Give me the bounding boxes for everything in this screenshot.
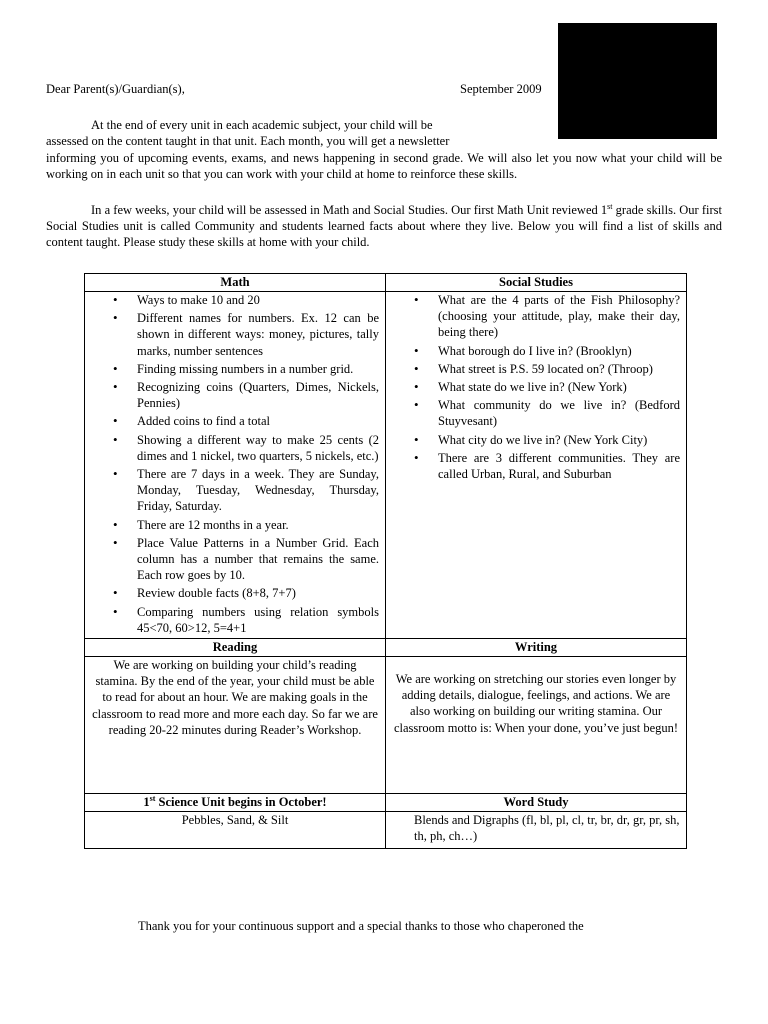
- list-item: • Comparing numbers using relation symbols 45<70, 60>12, 5=4+1: [137, 604, 379, 636]
- list-item: • What are the 4 parts of the Fish Philosophy? (choosing your attitude, play, make their day, being there): [438, 292, 680, 341]
- list-item: • There are 7 days in a week. They are Sunday, Monday, Tuesday, Wednesday, Thursday, Friday, Saturday.: [137, 466, 379, 515]
- list-item: • What city do we live in? (New York City): [438, 432, 680, 448]
- intro-paragraph-line2: assessed on the content taught in that unit. Each month, you will get a newsletter: [46, 134, 450, 148]
- list-item: • What state do we live in? (New York): [438, 379, 680, 395]
- math-cell: [85, 292, 386, 639]
- intro-paragraph-line1: At the end of every unit in each academic subject, your child will be: [91, 118, 433, 132]
- list-item: • Place Value Patterns in a Number Grid. Each column has a number that remains the same. Each row goes by 10.: [137, 535, 379, 584]
- math-list: [91, 292, 379, 636]
- assessment-paragraph: [46, 202, 722, 250]
- table-row: [85, 274, 687, 292]
- social-studies-list: [392, 292, 680, 482]
- social-studies-cell: [386, 292, 687, 639]
- list-item: • Recognizing coins (Quarters, Dimes, Nickels, Pennies): [137, 379, 379, 411]
- reading-header: Reading: [85, 639, 386, 657]
- list-item: • Added coins to find a total: [137, 413, 379, 429]
- ordinal-suffix: st: [607, 201, 613, 211]
- table-row: [85, 292, 687, 639]
- closing-text: Thank you for your continuous support and a special thanks to those who chaperoned the: [138, 919, 584, 933]
- list-item: • There are 12 months in a year.: [137, 517, 379, 533]
- table-row: [85, 657, 687, 794]
- table-row: [85, 812, 687, 849]
- science-header: [85, 794, 386, 812]
- list-item: • Different names for numbers. Ex. 12 can be shown in different ways: money, pictures, tally marks, number sentences: [137, 310, 379, 359]
- social-studies-header: Social Studies: [386, 274, 687, 292]
- curriculum-table: [84, 273, 687, 849]
- science-header-sup: st: [149, 793, 156, 803]
- writing-text: We are working on stretching our stories even longer by adding details, dialogue, feelings, and actions. We are also working on building our writing stamina. Our classroom motto is: When your done, you’ve just begun!: [386, 657, 687, 794]
- list-item: • Showing a different way to make 25 cents (2 dimes and 1 nickel, two quarters, 5 nickels, etc.): [137, 432, 379, 464]
- redacted-image-block: [558, 23, 717, 139]
- assessment-text-a: In a few weeks, your child will be assessed in Math and Social Studies. Our first Math Unit reviewed 1: [91, 203, 608, 217]
- table-row: [85, 639, 687, 657]
- table-row: [85, 794, 687, 812]
- list-item: • There are 3 different communities. They are called Urban, Rural, and Suburban: [438, 450, 680, 482]
- list-item: • What street is P.S. 59 located on? (Throop): [438, 361, 680, 377]
- reading-text: We are working on building your child’s reading stamina. By the end of the year, your child must be able to read for about an hour. We are making goals in the classroom to read more and more each day. So far we are reading 20-22 minutes during Reader’s Workshop.: [85, 657, 386, 794]
- list-item: • Finding missing numbers in a number grid.: [137, 361, 379, 377]
- list-item: • Ways to make 10 and 20: [137, 292, 379, 308]
- word-study-text: Blends and Digraphs (fl, bl, pl, cl, tr, br, dr, gr, pr, sh, th, ph, ch…): [386, 812, 687, 849]
- list-item: • Review double facts (8+8, 7+7): [137, 585, 379, 601]
- science-header-text: Science Unit begins in October!: [155, 795, 327, 810]
- word-study-header: Word Study: [386, 794, 687, 812]
- science-header-num: 1: [143, 795, 150, 810]
- letter-date: September 2009: [460, 82, 542, 96]
- list-item: • What borough do I live in? (Brooklyn): [438, 343, 680, 359]
- math-header: Math: [85, 274, 386, 292]
- letter-greeting: Dear Parent(s)/Guardian(s),: [46, 82, 185, 96]
- science-text: Pebbles, Sand, & Silt: [85, 812, 386, 849]
- writing-header: Writing: [386, 639, 687, 657]
- list-item: • What community do we live in? (Bedford Stuyvesant): [438, 397, 680, 429]
- intro-paragraph-rest: informing you of upcoming events, exams, and news happening in second grade. We will also let you now what your child will be working on in each unit so that you can work with your child at home to reinforce these skills.: [46, 151, 722, 181]
- assessment-text-b: grade skills. Our first Social Studies unit is called Community and students learned facts about where they live. Below you will find a list of skills and content taught. Please study these skills at home with your child.: [46, 203, 723, 249]
